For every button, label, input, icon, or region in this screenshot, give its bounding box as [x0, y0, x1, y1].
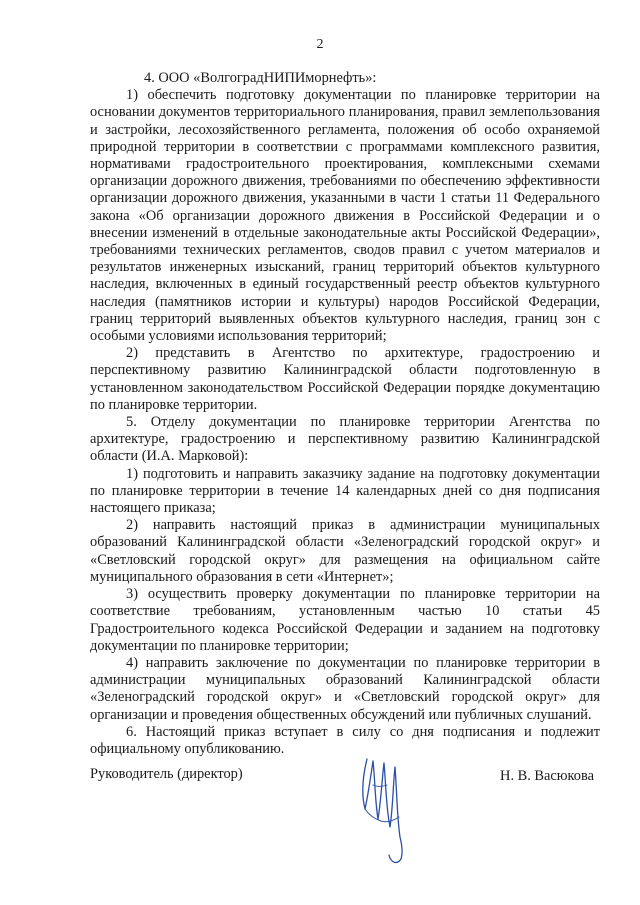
- section-4-item-1: 1) обеспечить подготовку документации по планировке территории на основании документов территориального планирования, правил землепользования и застройки, лесохозяйственного регламента, положения об особо охраняемой природной территории в соответствии с программами комплексного развития, нормативами градостроительного проектирования, комплексными схемами организации дорожного движения, требованиями по обеспечению эффективности организации дорожного движения, указанными в части 1 статьи 11 Федерального закона «Об организации дорожного движения в Российской Федерации и о внесении изменений в отдельные законодательные акты Российской Федерации», требованиями технических регламентов, сводов правил с учетом материалов и результатов инженерных изысканий, границ территорий объектов культурного наследия, включенных в единый государственный реестр объектов культурного наследия (памятников истории и культуры) народов Российской Федерации, границ территорий выявленных объектов культурного наследия, границ зон с особыми условиями использования территорий;: [90, 87, 600, 345]
- document-body: [90, 70, 600, 758]
- page-number: 2: [316, 37, 324, 52]
- section-5-heading: 5. Отделу документации по планировке территории Агентства по архитектуре, градостроению и перспективному развитию Калининградской области (И.А. Марковой):: [90, 414, 600, 465]
- section-5-item-1: 1) подготовить и направить заказчику задание на подготовку документации по планировке территории в течение 14 календарных дней со дня подписания настоящего приказа;: [90, 465, 600, 517]
- section-5-item-2: 2) направить настоящий приказ в администрации муниципальных образований Калининградской области «Зеленоградский городской округ» и «Светловский городской округ» для размещения на официальном сайте муниципального образования в сети «Интернет»;: [90, 517, 600, 585]
- signatory-name: Н. В. Васюкова: [500, 768, 594, 784]
- signatory-title: Руководитель (директор): [90, 766, 243, 782]
- handwritten-signature: [345, 745, 425, 875]
- section-6: 6. Настоящий приказ вступает в силу со дня подписания и подлежит официальному опубликованию.: [90, 723, 600, 757]
- section-5-item-4: 4) направить заключение по документации по планировке территории в администрации муниципальных образований Калининградской области «Зеленоградский городской округ» и «Светловский городской округ» для организации и проведения общественных обсуждений или публичных слушаний.: [90, 654, 600, 723]
- section-5-item-3: 3) осуществить проверку документации по планировке территории на соответствие требованиям, установленным частью 10 статьи 45 Градостроительного кодекса Российской Федерации и заданием на подготовку документации по планировке территории;: [90, 586, 600, 654]
- section-4-item-2: 2) представить в Агентство по архитектуре, градостроению и перспективному развитию Калининградской области подготовленную в установленном законодательством Российской Федерации порядке документацию по планировке территории.: [90, 345, 600, 413]
- section-4-heading: 4. ООО «ВолгоградНИПИморнефть»:: [144, 70, 377, 86]
